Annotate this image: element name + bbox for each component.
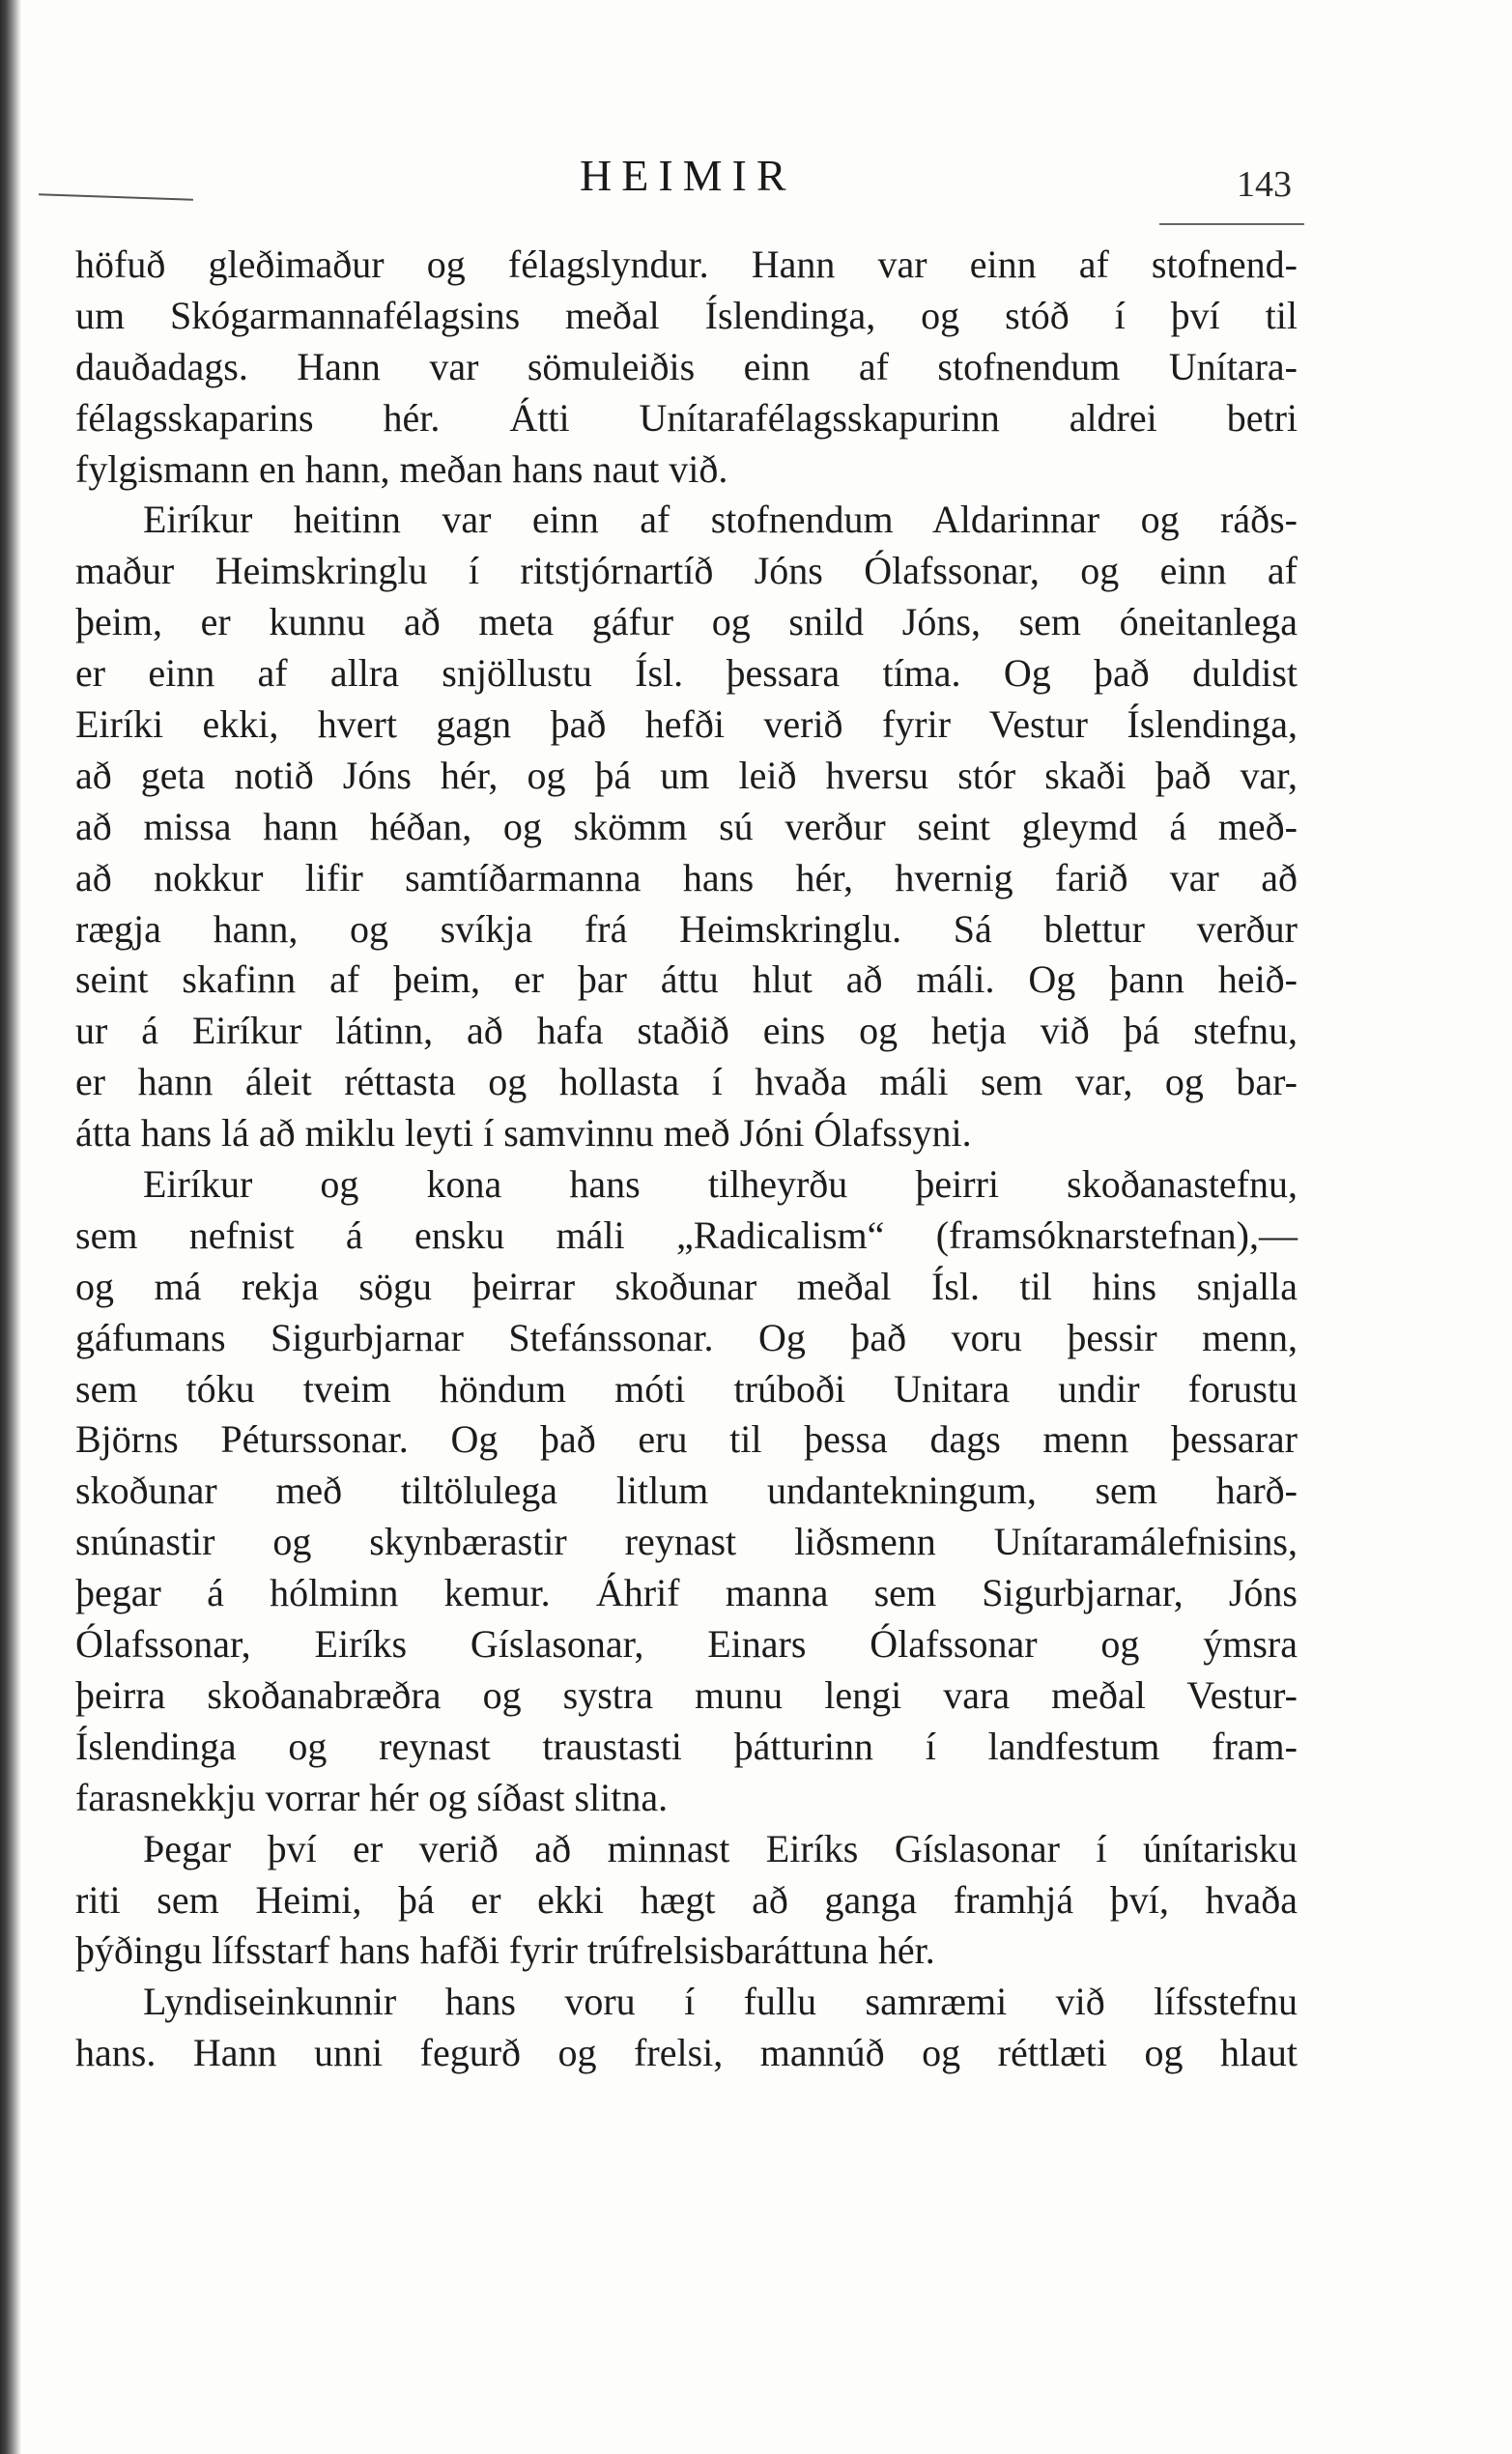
text-line: ur á Eiríkur látinn, að hafa staðið eins og hetja við þá stefnu, (75, 1009, 1298, 1053)
text-line: farasnekkju vorrar hér og síðast slitna. (75, 1775, 669, 1819)
text-line: Eiríkur heitinn var einn af stofnendum Aldarinnar og ráðs- (143, 498, 1298, 542)
text-line: að geta notið Jóns hér, og þá um leið hversu stór skaði það var, (75, 753, 1298, 797)
text-line: fylgismann en hann, meðan hans naut við. (75, 446, 728, 491)
text-line: er einn af allra snjöllustu Ísl. þessara tíma. Og það duldist (75, 651, 1298, 696)
text-line: félagsskaparins hér. Átti Unítarafélagsskapurinn aldrei betri (75, 395, 1298, 440)
page-header (39, 130, 1295, 208)
text-line: Íslendinga og reynast traustasti þátturinn í landfestum fram- (75, 1724, 1298, 1768)
text-line: gáfumans Sigurbjarnar Stefánssonar. Og það voru þessir menn, (75, 1315, 1298, 1359)
text-line: Eiríki ekki, hvert gagn það hefði verið fyrir Vestur Íslendinga, (75, 702, 1298, 747)
binding-edge (0, 0, 21, 2454)
text-line: snúnastir og skynbærastir reynast liðsmenn Unítaramálefnisins, (75, 1520, 1298, 1564)
text-line: og má rekja sögu þeirrar skoðunar meðal Ísl. til hins snjalla (75, 1264, 1298, 1308)
text-line: rægja hann, og svíkja frá Heimskringlu. Sá blettur verður (75, 906, 1298, 951)
text-line: höfuð gleðimaður og félagslyndur. Hann var einn af stofnend- (75, 243, 1298, 286)
text-line: riti sem Heimi, þá er ekki hægt að ganga framhjá því, hvaða (75, 1877, 1298, 1922)
text-line: maður Heimskringlu í ritstjórnartíð Jóns Ólafssonar, og einn af (75, 549, 1298, 593)
text-line: þeim, er kunnu að meta gáfur og snild Jóns, sem óneitanlega (75, 600, 1298, 644)
text-line: er hann áleit réttasta og hollasta í hvaða máli sem var, og bar- (75, 1060, 1298, 1104)
text-line: þýðingu lífsstarf hans hafði fyrir trúfrelsisbaráttuna hér. (75, 1928, 935, 1973)
text-line: um Skógarmannafélagsins meðal Íslendinga, og stóð í því til (75, 293, 1298, 337)
header-rule (39, 193, 193, 201)
text-line: Ólafssonar, Eiríks Gíslasonar, Einars Ólafssonar og ýmsra (75, 1622, 1298, 1667)
text-line: dauðadags. Hann var sömuleiðis einn af stofnendum Unítara- (75, 344, 1298, 388)
text-line: að missa hann héðan, og skömm sú verður seint gleymd á með- (75, 804, 1298, 848)
text-line: Lyndiseinkunnir hans voru í fullu samræmi við lífsstefnu (143, 1980, 1298, 2024)
text-line: Björns Péturssonar. Og það eru til þessa dags menn þessarar (75, 1417, 1298, 1462)
text-line: Þegar því er verið að minnast Eiríks Gíslasonar í únítarisku (143, 1826, 1298, 1870)
text-line: seint skafinn af þeim, er þar áttu hlut að máli. Og þann heið- (75, 957, 1298, 1002)
text-line: að nokkur lifir samtíðarmanna hans hér, hvernig farið var að (75, 855, 1298, 899)
text-line: hans. Hann unni fegurð og frelsi, mannúð og réttlæti og hlaut (75, 2031, 1298, 2075)
body-text (75, 240, 1298, 2079)
running-head: HEIMIR (580, 151, 796, 200)
text-line: Eiríkur og kona hans tilheyrðu þeirri skoðanastefnu, (143, 1162, 1298, 1207)
header-rule (1159, 223, 1304, 225)
text-line: skoðunar með tiltölulega litlum undantekningum, sem harð- (75, 1469, 1298, 1513)
page-number: 143 (1237, 164, 1292, 205)
text-line: þegar á hólminn kemur. Áhrif manna sem Sigurbjarnar, Jóns (75, 1571, 1298, 1615)
text-line: þeirra skoðanabræðra og systra munu lengi vara meðal Vestur- (75, 1672, 1298, 1717)
text-line: sem nefnist á ensku máli „Radicalism“ (framsóknarstefnan),— (75, 1213, 1298, 1257)
text-line: átta hans lá að miklu leyti í samvinnu með Jóni Ólafssyni. (75, 1111, 972, 1156)
text-line: sem tóku tveim höndum móti trúboði Unitara undir forustu (75, 1366, 1298, 1411)
